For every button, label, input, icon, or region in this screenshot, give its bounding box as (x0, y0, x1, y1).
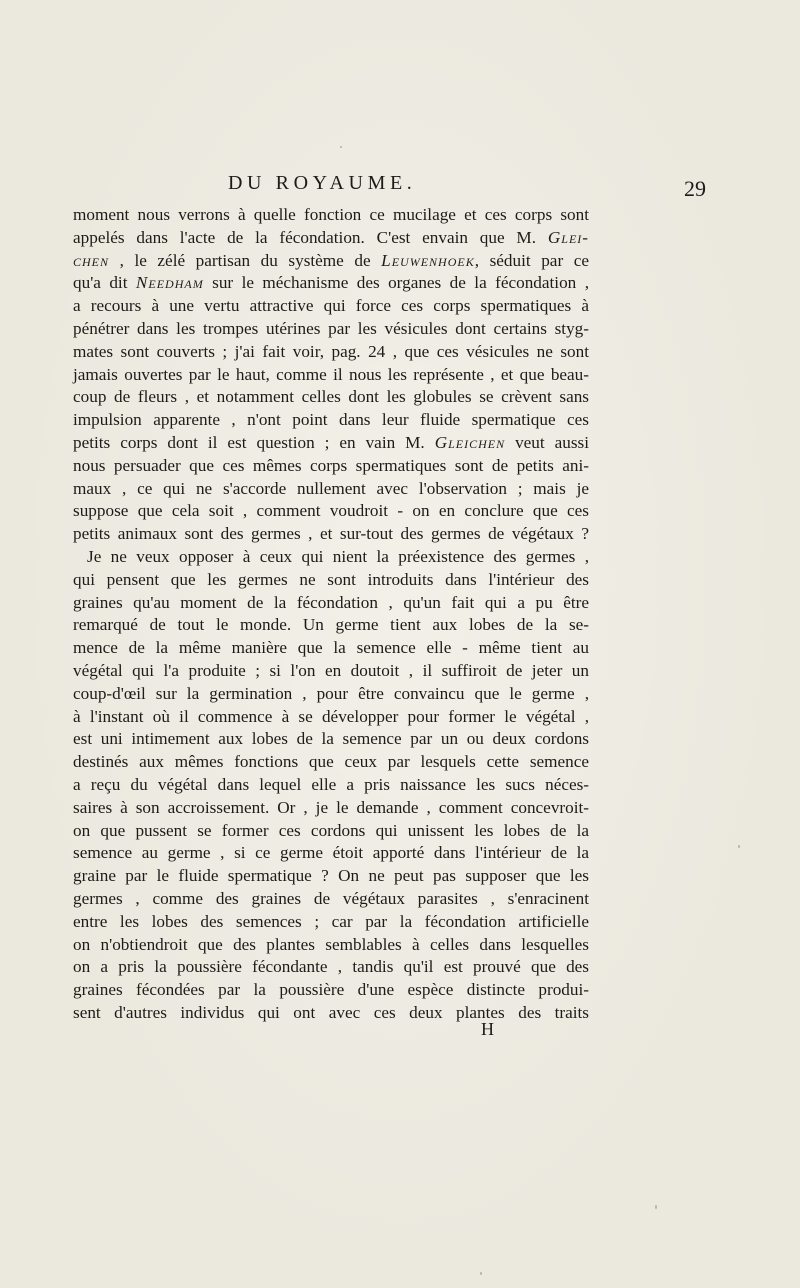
author-name: Gleichen (434, 432, 506, 452)
text-segment: remarqué de tout le monde. Un germe tient aux lobes de la se- (73, 615, 589, 635)
author-name: chen (73, 250, 110, 270)
text-line (73, 592, 589, 615)
text-segment: suppose que cela soit , comment voudroit - on en conclure que ces (73, 501, 589, 521)
text-line (73, 820, 589, 843)
text-segment: a reçu du végétal dans lequel elle a pris naissance les sucs néces- (73, 774, 589, 794)
text-segment: graines fécondées par la poussière d'une espèce distincte produi- (73, 980, 589, 1000)
text-segment: a recours à une vertu attractive qui force ces corps spermatiques à (73, 296, 589, 316)
author-name: Glei- (547, 227, 589, 247)
text-line (73, 979, 589, 1002)
text-segment: on a pris la poussière fécondante , tandis qu'il est prouvé que des (73, 957, 589, 977)
text-line (73, 614, 589, 637)
text-segment: Je ne veux opposer à ceux qui nient la préexistence des germes , (87, 546, 589, 566)
text-line (73, 842, 589, 865)
text-segment: jamais ouvertes par le haut, comme il nous les représente , et que beau- (73, 364, 589, 384)
text-line (73, 660, 589, 683)
paper-speck (738, 845, 740, 848)
text-segment: coup de fleurs , et notamment celles dont les globules se crèvent sans (73, 387, 589, 407)
text-line (73, 1002, 589, 1025)
text-segment: petits corps dont il est question ; en vain M. (73, 432, 435, 452)
text-line (73, 865, 589, 888)
text-segment: mence de la même manière que la semence elle - même tient au (73, 638, 589, 658)
text-segment: mates sont couverts ; j'ai fait voir, pag. 24 , que ces vésicules ne sont (73, 341, 589, 361)
body-text (73, 204, 589, 1025)
text-line (73, 364, 589, 387)
text-segment: qui pensent que les germes ne sont introduits dans l'intérieur des (73, 569, 589, 589)
text-line (73, 751, 589, 774)
page-number: 29 (684, 176, 706, 201)
text-line (73, 386, 589, 409)
text-segment: appelés dans l'acte de la fécondation. C'est envain que M. (73, 227, 548, 247)
text-segment: sur le méchanisme des organes de la fécondation , (203, 273, 589, 293)
text-line (73, 227, 589, 250)
text-line (73, 888, 589, 911)
text-segment: nous persuader que ces mêmes corps spermatiques sont de petits ani- (73, 455, 589, 475)
text-segment: maux , ce qui ne s'accorde nullement avec l'observation ; mais je (73, 478, 589, 498)
text-segment: graines qu'au moment de la fécondation , qu'un fait qui a pu être (73, 592, 589, 612)
text-segment: coup-d'œil sur la germination , pour être convaincu que le germe , (73, 683, 589, 703)
text-line (73, 272, 589, 295)
text-line (73, 774, 589, 797)
text-line (73, 409, 589, 432)
text-segment: on n'obtiendroit que des plantes semblables à celles dans lesquelles (73, 934, 589, 954)
text-segment: à l'instant où il commence à se développer pour former le végétal , (73, 706, 589, 726)
text-line (73, 706, 589, 729)
text-segment: saires à son accroissement. Or , je le demande , comment concevroit- (73, 797, 589, 817)
text-line (73, 432, 589, 455)
text-line (73, 204, 589, 227)
text-line (73, 478, 589, 501)
text-segment: veut aussi (505, 432, 589, 452)
text-segment: , séduit par ce (474, 250, 589, 270)
text-segment: sent d'autres individus qui ont avec ces deux plantes des traits (73, 1002, 589, 1022)
text-segment: graine par le fluide spermatique ? On ne peut pas supposer que les (73, 866, 589, 886)
text-line (73, 318, 589, 341)
text-line (73, 569, 589, 592)
paper-speck (655, 1205, 657, 1209)
text-segment: destinés aux mêmes fonctions que ceux par lesquels cette semence (73, 752, 589, 772)
author-name: Needham (135, 273, 204, 293)
text-line (73, 911, 589, 934)
paper-speck (340, 146, 342, 148)
text-segment: végétal qui l'a produite ; si l'on en doutoit , il suffiroit de jeter un (73, 660, 589, 680)
text-segment: qu'a dit (73, 273, 136, 293)
text-line (73, 250, 589, 273)
text-segment: semence au germe , si ce germe étoit apporté dans l'intérieur de la (73, 843, 589, 863)
text-line (73, 956, 589, 979)
running-head: DU ROYAUME. (228, 172, 417, 194)
text-segment: moment nous verrons à quelle fonction ce mucilage et ces corps sont (73, 205, 589, 224)
text-line (73, 728, 589, 751)
text-segment: entre les lobes des semences ; car par la fécondation artificielle (73, 911, 589, 931)
text-segment: est uni intimement aux lobes de la semence par un ou deux cordons (73, 729, 589, 749)
text-segment: on que pussent se former ces cordons qui unissent les lobes de la (73, 820, 589, 840)
text-line (73, 637, 589, 660)
author-name: Leuwenhoek (381, 250, 475, 270)
text-line (73, 683, 589, 706)
text-line (73, 295, 589, 318)
text-line (73, 797, 589, 820)
text-line (73, 500, 589, 523)
text-line (73, 546, 589, 569)
signature-mark: H (481, 1019, 494, 1039)
text-segment: pénétrer dans les trompes utérines par les vésicules dont certains styg- (73, 318, 589, 338)
text-segment: germes , comme des graines de végétaux parasites , s'enracinent (73, 888, 589, 908)
text-segment: , le zélé partisan du système de (109, 250, 382, 270)
text-segment: petits animaux sont des germes , et sur-tout des germes de végétaux ? (73, 524, 589, 544)
text-line (73, 934, 589, 957)
paper-speck (480, 1272, 482, 1275)
text-line (73, 341, 589, 364)
text-line (73, 455, 589, 478)
text-line (73, 523, 589, 546)
text-segment: impulsion apparente , n'ont point dans leur fluide spermatique ces (73, 410, 589, 430)
